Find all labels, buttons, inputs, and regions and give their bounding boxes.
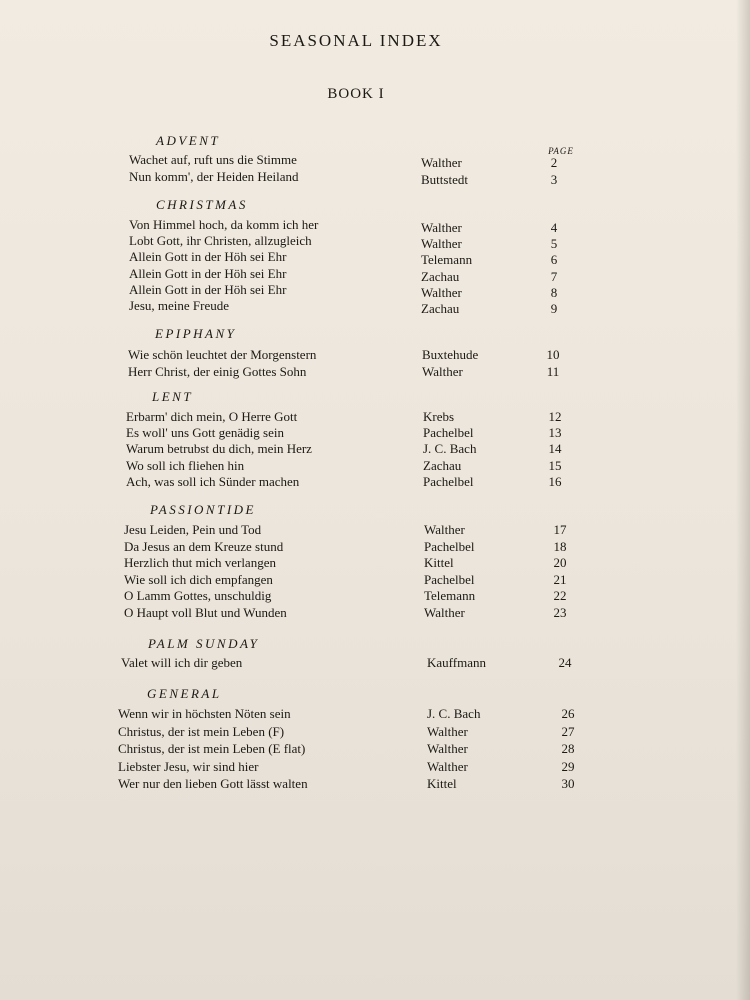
entry-title: Christus, der ist mein Leben (E flat) <box>118 741 306 757</box>
entry-composer: Zachau <box>421 268 460 284</box>
entry-page: 10 <box>546 347 560 362</box>
index-entry <box>118 724 598 740</box>
index-entry <box>128 347 583 363</box>
index-entry <box>124 572 590 588</box>
entry-composer: Walther <box>424 605 465 620</box>
entry-page: 27 <box>561 723 575 739</box>
entry-composer: Telemann <box>424 588 476 604</box>
entry-composer: Kauffmann <box>427 655 486 670</box>
index-entry <box>118 776 598 792</box>
section-heading: PASSIONTIDE <box>150 502 256 517</box>
entry-title: O Haupt voll Blut und Wunden <box>124 605 287 620</box>
entry-page: 16 <box>548 473 562 489</box>
entry-title: Es woll' uns Gott genädig sein <box>126 425 284 441</box>
entry-page: 11 <box>546 363 560 379</box>
entry-title: Wo soll ich fliehen hin <box>126 457 245 473</box>
index-entry <box>128 364 583 380</box>
entry-title: Christus, der ist mein Leben (F) <box>118 723 285 739</box>
index-entry <box>126 474 585 490</box>
entry-title: Allein Gott in der Höh sei Ehr <box>129 281 287 297</box>
entry-composer: Kittel <box>424 555 454 571</box>
entry-composer: Telemann <box>421 252 473 268</box>
entry-title: Erbarm' dich mein, O Herre Gott <box>126 409 298 424</box>
entry-title: Warum betrubst du dich, mein Herz <box>126 441 312 457</box>
index-entry <box>129 249 584 268</box>
entry-title: Ach, was soll ich Sünder machen <box>126 473 300 489</box>
index-entry <box>129 152 584 168</box>
index-entry <box>118 741 598 757</box>
entry-composer: Kittel <box>427 776 457 792</box>
entry-title: Wie schön leuchtet der Morgenstern <box>128 347 317 362</box>
entry-title: Nun komm', der Heiden Heiland <box>129 168 299 184</box>
entry-page: 6 <box>550 252 558 268</box>
index-entry <box>126 425 585 441</box>
index-entry <box>129 169 584 185</box>
entry-composer: Pachelbel <box>423 425 474 441</box>
index-entry <box>129 233 584 252</box>
entry-composer: Walther <box>427 723 468 739</box>
index-entry <box>124 588 590 604</box>
section-heading: GENERAL <box>147 686 222 701</box>
entry-title: Jesu, meine Freude <box>129 298 230 313</box>
entry-page: 29 <box>561 758 575 774</box>
index-entry <box>124 539 590 555</box>
entry-page: 18 <box>553 538 567 554</box>
entry-composer: J. C. Bach <box>423 441 477 457</box>
entry-title: Da Jesus an dem Kreuze stund <box>124 538 284 554</box>
index-entry <box>124 522 590 538</box>
section-heading: EPIPHANY <box>155 326 237 341</box>
section-heading: ADVENT <box>156 133 221 148</box>
entry-page: 13 <box>548 425 562 441</box>
entry-composer: Zachau <box>423 457 462 473</box>
entry-composer: Pachelbel <box>423 473 474 489</box>
entry-title: Wer nur den lieben Gott lässt walten <box>118 776 308 792</box>
entry-page: 12 <box>548 409 562 424</box>
entry-composer: J. C. Bach <box>427 706 481 721</box>
entry-page: 8 <box>550 284 558 300</box>
entry-page: 9 <box>550 301 558 316</box>
entry-page: 24 <box>558 655 572 670</box>
entry-page: 15 <box>548 457 562 473</box>
entry-title: Jesu Leiden, Pein und Tod <box>124 522 262 537</box>
entry-title: Herzlich thut mich verlangen <box>124 555 276 571</box>
entry-title: Von Himmel hoch, da komm ich her <box>129 217 319 232</box>
entry-composer: Walther <box>422 363 463 379</box>
page-title: SEASONAL INDEX <box>269 31 443 50</box>
section-heading: PALM SUNDAY <box>148 636 260 651</box>
entry-composer: Pachelbel <box>424 571 475 587</box>
entry-page: 23 <box>553 605 567 620</box>
entry-page: 5 <box>550 236 558 252</box>
entry-composer: Zachau <box>421 301 460 316</box>
section-heading: CHRISTMAS <box>156 197 248 212</box>
entry-title: Wenn wir in höchsten Nöten sein <box>118 706 291 721</box>
entry-composer: Buxtehude <box>422 347 479 362</box>
entry-composer: Walther <box>421 220 462 235</box>
page-column-header: PAGE <box>548 146 574 156</box>
section-heading: LENT <box>152 389 194 404</box>
index-entry <box>129 282 584 298</box>
index-entry <box>129 266 584 282</box>
page-edge-shadow <box>736 0 750 1000</box>
entry-composer: Walther <box>421 236 462 252</box>
entry-composer: Pachelbel <box>424 538 475 554</box>
index-entry <box>126 458 585 474</box>
index-entry <box>124 605 590 621</box>
entry-page: 7 <box>550 268 558 284</box>
entry-title: Wie soll ich dich empfangen <box>124 571 273 587</box>
entry-page: 17 <box>553 522 567 537</box>
index-entry <box>126 409 585 425</box>
index-entry <box>124 555 590 571</box>
index-entry <box>118 706 598 722</box>
index-entry <box>129 217 584 233</box>
entry-page: 20 <box>553 555 567 571</box>
book-label: BOOK I <box>327 86 385 102</box>
entry-composer: Walther <box>427 758 468 774</box>
index-entry <box>121 655 595 671</box>
entry-page: 2 <box>550 155 558 170</box>
entry-title: Valet will ich dir geben <box>121 655 243 670</box>
entry-title: Allein Gott in der Höh sei Ehr <box>129 265 287 281</box>
entry-page: 22 <box>553 588 567 604</box>
entry-page: 3 <box>550 171 558 187</box>
entry-composer: Buttstedt <box>421 171 468 187</box>
entry-title: Liebster Jesu, wir sind hier <box>118 758 259 774</box>
entry-page: 30 <box>561 776 575 792</box>
entry-composer: Walther <box>427 741 468 757</box>
entry-composer: Walther <box>421 284 462 300</box>
entry-title: Wachet auf, ruft uns die Stimme <box>129 152 297 167</box>
entry-page: 4 <box>550 220 558 235</box>
index-entry <box>129 298 584 314</box>
entry-page: 21 <box>553 571 567 587</box>
entry-page: 26 <box>561 706 575 721</box>
entry-page: 14 <box>548 441 562 457</box>
index-entry <box>118 759 598 775</box>
entry-title: Allein Gott in der Höh sei Ehr <box>129 249 287 265</box>
entry-composer: Walther <box>421 155 462 170</box>
entry-page: 28 <box>561 741 575 757</box>
entry-composer: Walther <box>424 522 465 537</box>
entry-title: Lobt Gott, ihr Christen, allzugleich <box>129 233 312 249</box>
entry-composer: Krebs <box>423 409 455 424</box>
entry-title: Herr Christ, der einig Gottes Sohn <box>128 363 307 379</box>
entry-title: O Lamm Gottes, unschuldig <box>124 588 272 604</box>
index-entry <box>126 441 585 457</box>
